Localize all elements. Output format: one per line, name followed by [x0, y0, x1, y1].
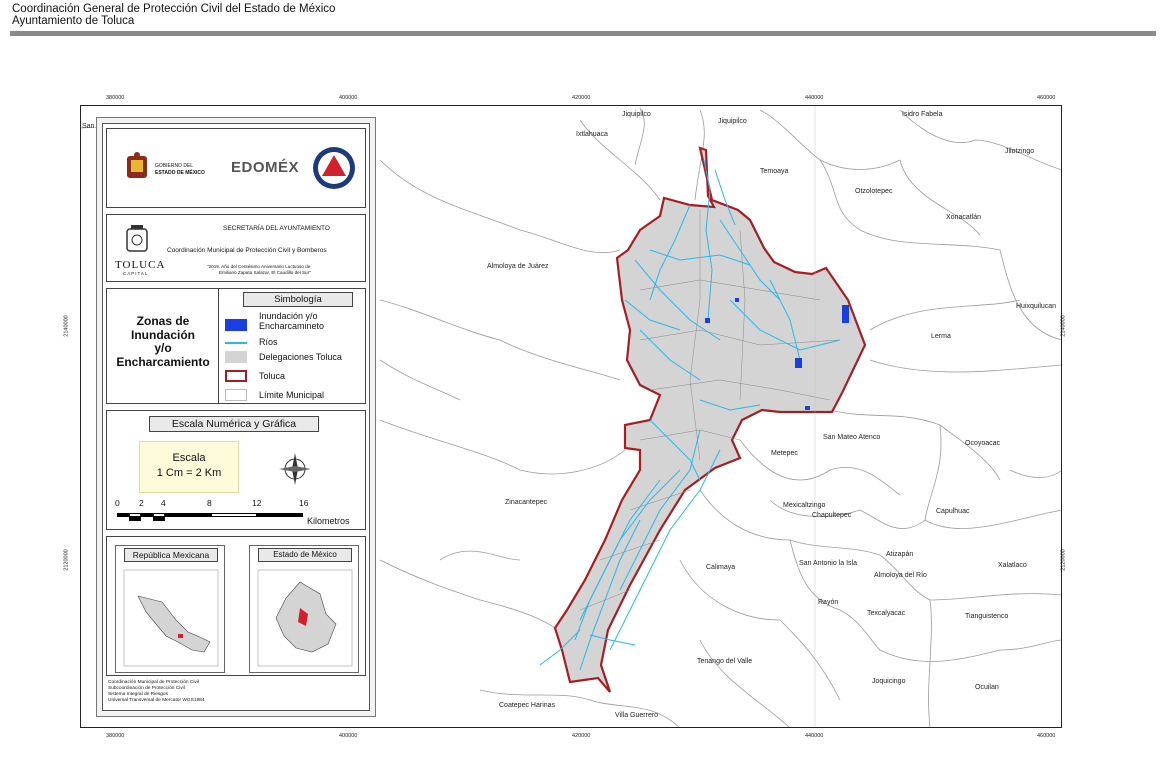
municipality-label: Tenango del Valle [697, 658, 753, 665]
inset-estado [249, 545, 359, 673]
y-coord-right: 2140000 [1060, 315, 1067, 337]
scale-ratio: 1 Cm = 2 Km [156, 467, 222, 479]
x-coord-bottom: 440000 [805, 733, 824, 739]
y-coord-right: 2120000 [1060, 549, 1067, 571]
map-title-line: y/o [154, 341, 172, 355]
x-coord-bottom: 420000 [572, 733, 591, 739]
municipality-label: Zinacantepec [505, 499, 548, 506]
scale-unit: Kilometros [307, 516, 350, 526]
municipality-label: Jiquipilco [622, 111, 651, 118]
edomex-logo: EDOMÉX [231, 159, 300, 176]
municipality-label: Jilotzingo [1005, 148, 1035, 155]
scale-tick: 0 [115, 498, 120, 508]
municipality-label: Ocuilan [975, 684, 999, 691]
municipality-label: Ixtlahuaca [576, 131, 608, 138]
municipality-label: Xalatlaco [998, 562, 1027, 569]
municipality-label: Calimaya [706, 564, 736, 571]
legend-swatch-delegaciones [225, 351, 247, 363]
municipality-label: Xonacatlán [946, 214, 982, 221]
x-coord-top: 440000 [805, 95, 824, 101]
municipality-label: Almoloya del Río [874, 572, 927, 579]
municipality-label: Atizapán [886, 551, 914, 558]
legend-title: Simbología [243, 292, 353, 307]
legend-swatch-rivers [225, 342, 247, 344]
y-coord-left: 2120000 [63, 549, 70, 571]
map-title-line: Zonas de [136, 314, 190, 328]
municipality-label: Joquicingo [872, 678, 906, 685]
legend-label-delegaciones: Delegaciones Toluca [259, 352, 342, 362]
capital-wordmark: CAPITAL [123, 271, 149, 276]
x-coord-bottom: 460000 [1037, 733, 1056, 739]
legend-label-toluca: Toluca [259, 371, 286, 381]
scale-ratio-box [139, 441, 239, 493]
municipality-label: San Mateo Atenco [823, 434, 881, 441]
municipality-label: Mexicaltzingo [783, 502, 826, 509]
map-title-line: Inundación [131, 327, 195, 342]
municipality-label: Ocoyoacac [965, 440, 1001, 447]
inset-mexico-title: República Mexicana [124, 548, 218, 562]
municipality-label: Temoaya [760, 168, 789, 175]
municipality-label: Huixquilucan [1016, 303, 1057, 310]
municipality-label: Chapultepec [812, 512, 852, 519]
municipality-label: Coatepec Harinas [499, 702, 556, 709]
municipality-label: Villa Guerrero [615, 712, 659, 719]
map-title-cell [107, 289, 219, 403]
estado-inset-map [256, 568, 354, 668]
municipality-label: Jiquipilco [718, 118, 747, 125]
legend-label-flood-2: Encharcamineto [259, 321, 325, 331]
gobierno-shield-icon [125, 152, 149, 182]
municipality-label: Capulhuac [936, 508, 970, 515]
proteccion-civil-logo-icon [311, 145, 357, 191]
toluca-wordmark: TOLUCA [115, 259, 166, 271]
municipality-label: San [82, 123, 95, 130]
scale-tick: 16 [299, 498, 309, 508]
x-coord-bottom: 400000 [339, 733, 358, 739]
scale-tick: 8 [207, 498, 212, 508]
map-title [107, 315, 219, 369]
municipality-label: Lerma [931, 333, 951, 340]
x-coord-top: 420000 [572, 95, 591, 101]
north-arrow-icon [271, 445, 319, 493]
gobierno-text-1: GOBIERNO DEL [155, 163, 194, 169]
credit-line: Coordinación Municipal de Protección Civil [108, 680, 199, 685]
legend-swatch-limite [225, 389, 247, 401]
legend-label-flood-1: Inundación y/o [259, 311, 318, 321]
legend-label-limite: Límite Municipal [259, 390, 325, 400]
inset-mexico [115, 545, 225, 673]
header-line-2: Ayuntamiento de Toluca [12, 15, 135, 27]
x-coord-top: 460000 [1037, 95, 1056, 101]
toluca-coat-of-arms-icon [123, 223, 151, 253]
mexico-inset-map [122, 568, 220, 668]
credit-line: Subcoordinación de Protección Civil [108, 686, 185, 691]
scale-tick: 2 [139, 498, 144, 508]
credit-line: Universal Transversal de Mercator WGS1984 [108, 698, 205, 703]
lema-text-2: Emiliano Zapata Salazar, El Caudillo del Sur" [219, 270, 311, 275]
municipality-label: Otzolotepec [855, 188, 893, 195]
lema-text-1: "2019. Año del Centésimo Aniversario Luctuoso de [207, 264, 311, 269]
municipality-label: Almoloya de Juárez [487, 263, 549, 270]
credit-line: Sistema Integral de Riesgos [108, 692, 168, 697]
x-coord-bottom: 380000 [106, 733, 125, 739]
inset-estado-title: Estado de México [258, 548, 352, 562]
coordinacion-text: Coordinación Municipal de Protección Civil y Bomberos [167, 247, 327, 254]
scale-tick: 4 [161, 498, 166, 508]
logos-box [106, 128, 366, 208]
municipality-label: Tianguistenco [965, 613, 1009, 620]
municipality-label: Rayón [818, 599, 839, 606]
gobierno-text-2: ESTADO DE MÉXICO [155, 170, 205, 176]
secretaria-text: SECRETARÍA DEL AYUNTAMIENTO [223, 225, 330, 232]
ayuntamiento-box [106, 214, 366, 282]
insets-box [106, 536, 366, 676]
legend-swatch-toluca [225, 370, 247, 382]
credits [108, 680, 205, 704]
x-coord-top: 380000 [106, 95, 125, 101]
header-line-1: Coordinación General de Protección Civil del Estado de México [12, 3, 336, 15]
map-title-line: Encharcamiento [116, 354, 210, 369]
scale-tick: 12 [252, 498, 262, 508]
legend-label-rivers: Ríos [259, 337, 278, 347]
municipality-label: Metepec [771, 450, 798, 457]
municipality-label: Texcalyacac [867, 610, 906, 617]
municipality-label: San Antonio la Isla [799, 560, 857, 567]
y-coord-left: 2140000 [63, 315, 70, 337]
scale-title: Escala Numérica y Gráfica [149, 416, 319, 432]
scale-box [106, 410, 366, 530]
title-legend-box [106, 288, 366, 404]
municipality-label: Isidro Fabela [902, 111, 943, 118]
x-coord-top: 400000 [339, 95, 358, 101]
scale-label: Escala [172, 452, 206, 464]
legend-swatch-flood [225, 319, 247, 331]
